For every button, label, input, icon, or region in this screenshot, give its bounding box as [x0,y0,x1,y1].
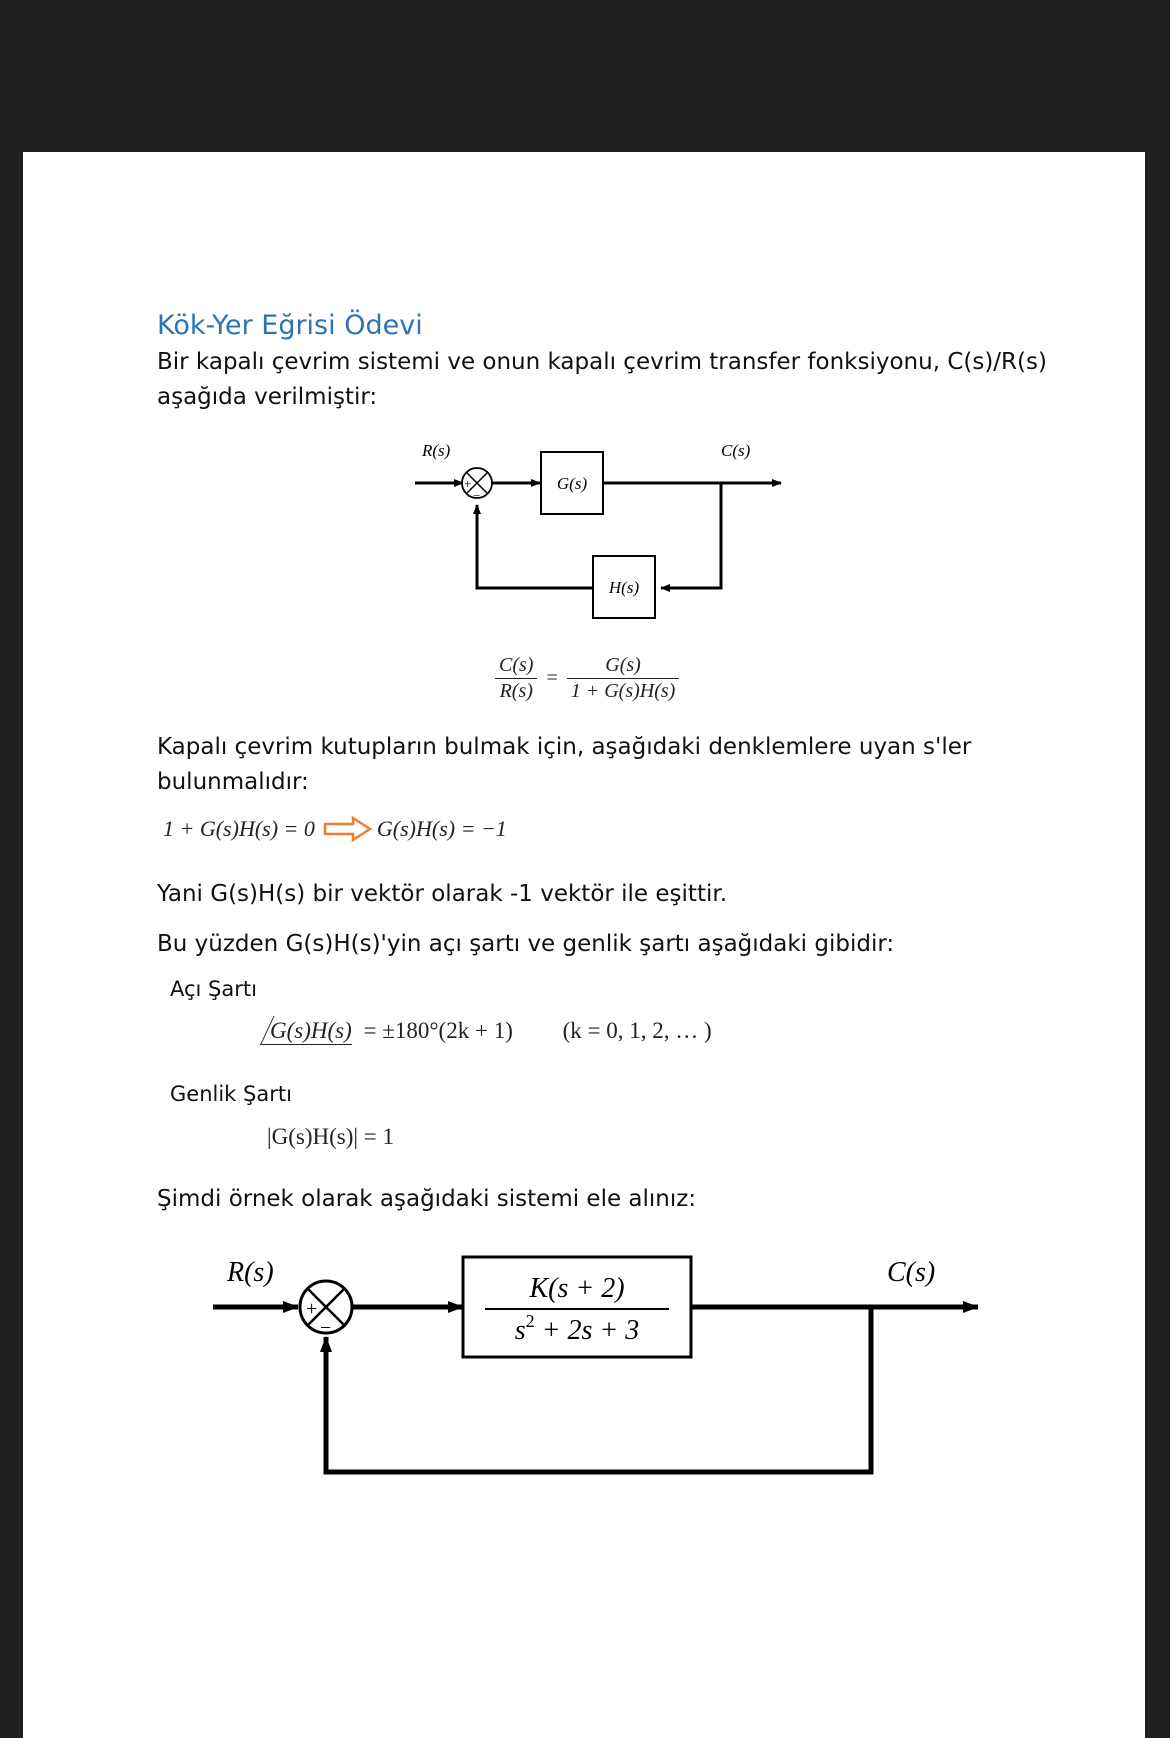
tf-numerator: C(s) [499,654,534,676]
characteristic-equation [163,815,507,843]
diagram1-minus-sign: − [473,488,481,503]
magnitude-condition-label: Genlik Şartı [170,1082,292,1106]
angle-eq-rhs: = ±180°(2k + 1) [363,1018,513,1043]
diagram1-input-label: R(s) [422,441,451,460]
diagram2-plant-denominator: $s^2 + 2s + 3$ [514,1311,640,1346]
intro-text-line-1: Bir kapalı çevrim sistemi ve onun kapalı çevrim transfer fonksiyonu, C(s)/R(s) [157,349,1047,375]
conditions-text: Bu yüzden G(s)H(s)'yin açı şartı ve genlik şartı aşağıdaki gibidir: [157,931,895,957]
vector-text: Yani G(s)H(s) bir vektör olarak -1 vektör ile eşittir. [157,881,728,907]
intro-text-line-2: aşağıda verilmiştir: [157,384,378,410]
tf-equals: = [546,667,558,689]
diagram2-output-label: C(s) [887,1257,936,1288]
angle-eq-operand: G(s)H(s) [270,1018,352,1043]
block-diagram-example-system [213,1247,983,1479]
diagram1-g-label: G(s) [556,474,588,493]
diagram2-minus-sign: − [320,1317,332,1339]
angle-condition-equation [260,1018,712,1045]
example-text: Şimdi örnek olarak aşağıdaki sistemi ele alınız: [157,1186,697,1212]
diagram2-plus-sign: + [306,1298,318,1320]
poles-text-line-1: Kapalı çevrim kutupların bulmak için, aşağıdaki denklemlere uyan s'ler [157,734,972,760]
magnitude-condition-equation: |G(s)H(s)| = 1 [267,1124,394,1149]
tf-rhs-numerator: G(s) [605,654,641,676]
tf-denominator: R(s) [499,680,533,702]
char-eq-left: 1 + G(s)H(s) = 0 [163,816,315,841]
document-title: Kök-Yer Eğrisi Ödevi [157,310,423,341]
diagram2-input-label: R(s) [227,1257,274,1288]
closed-loop-transfer-function [495,654,679,703]
angle-condition-label: Açı Şartı [170,977,257,1001]
document-page [23,152,1145,1738]
diagram1-plus-sign: + [464,476,472,491]
angle-eq-k-range: (k = 0, 1, 2, … ) [562,1018,712,1043]
diagram2-plant-numerator: K(s + 2) [529,1273,625,1304]
diagram1-h-label: H(s) [608,578,640,597]
poles-text-line-2: bulunmalıdır: [157,769,309,795]
block-diagram-closed-loop [413,436,793,626]
diagram1-feedback-return [477,505,593,588]
diagram1-feedback-path [661,483,721,588]
diagram1-output-label: C(s) [721,441,751,460]
char-eq-right: G(s)H(s) = −1 [376,816,507,841]
tf-rhs-denominator: 1 + G(s)H(s) [570,680,676,702]
implies-arrow-icon [323,815,373,843]
